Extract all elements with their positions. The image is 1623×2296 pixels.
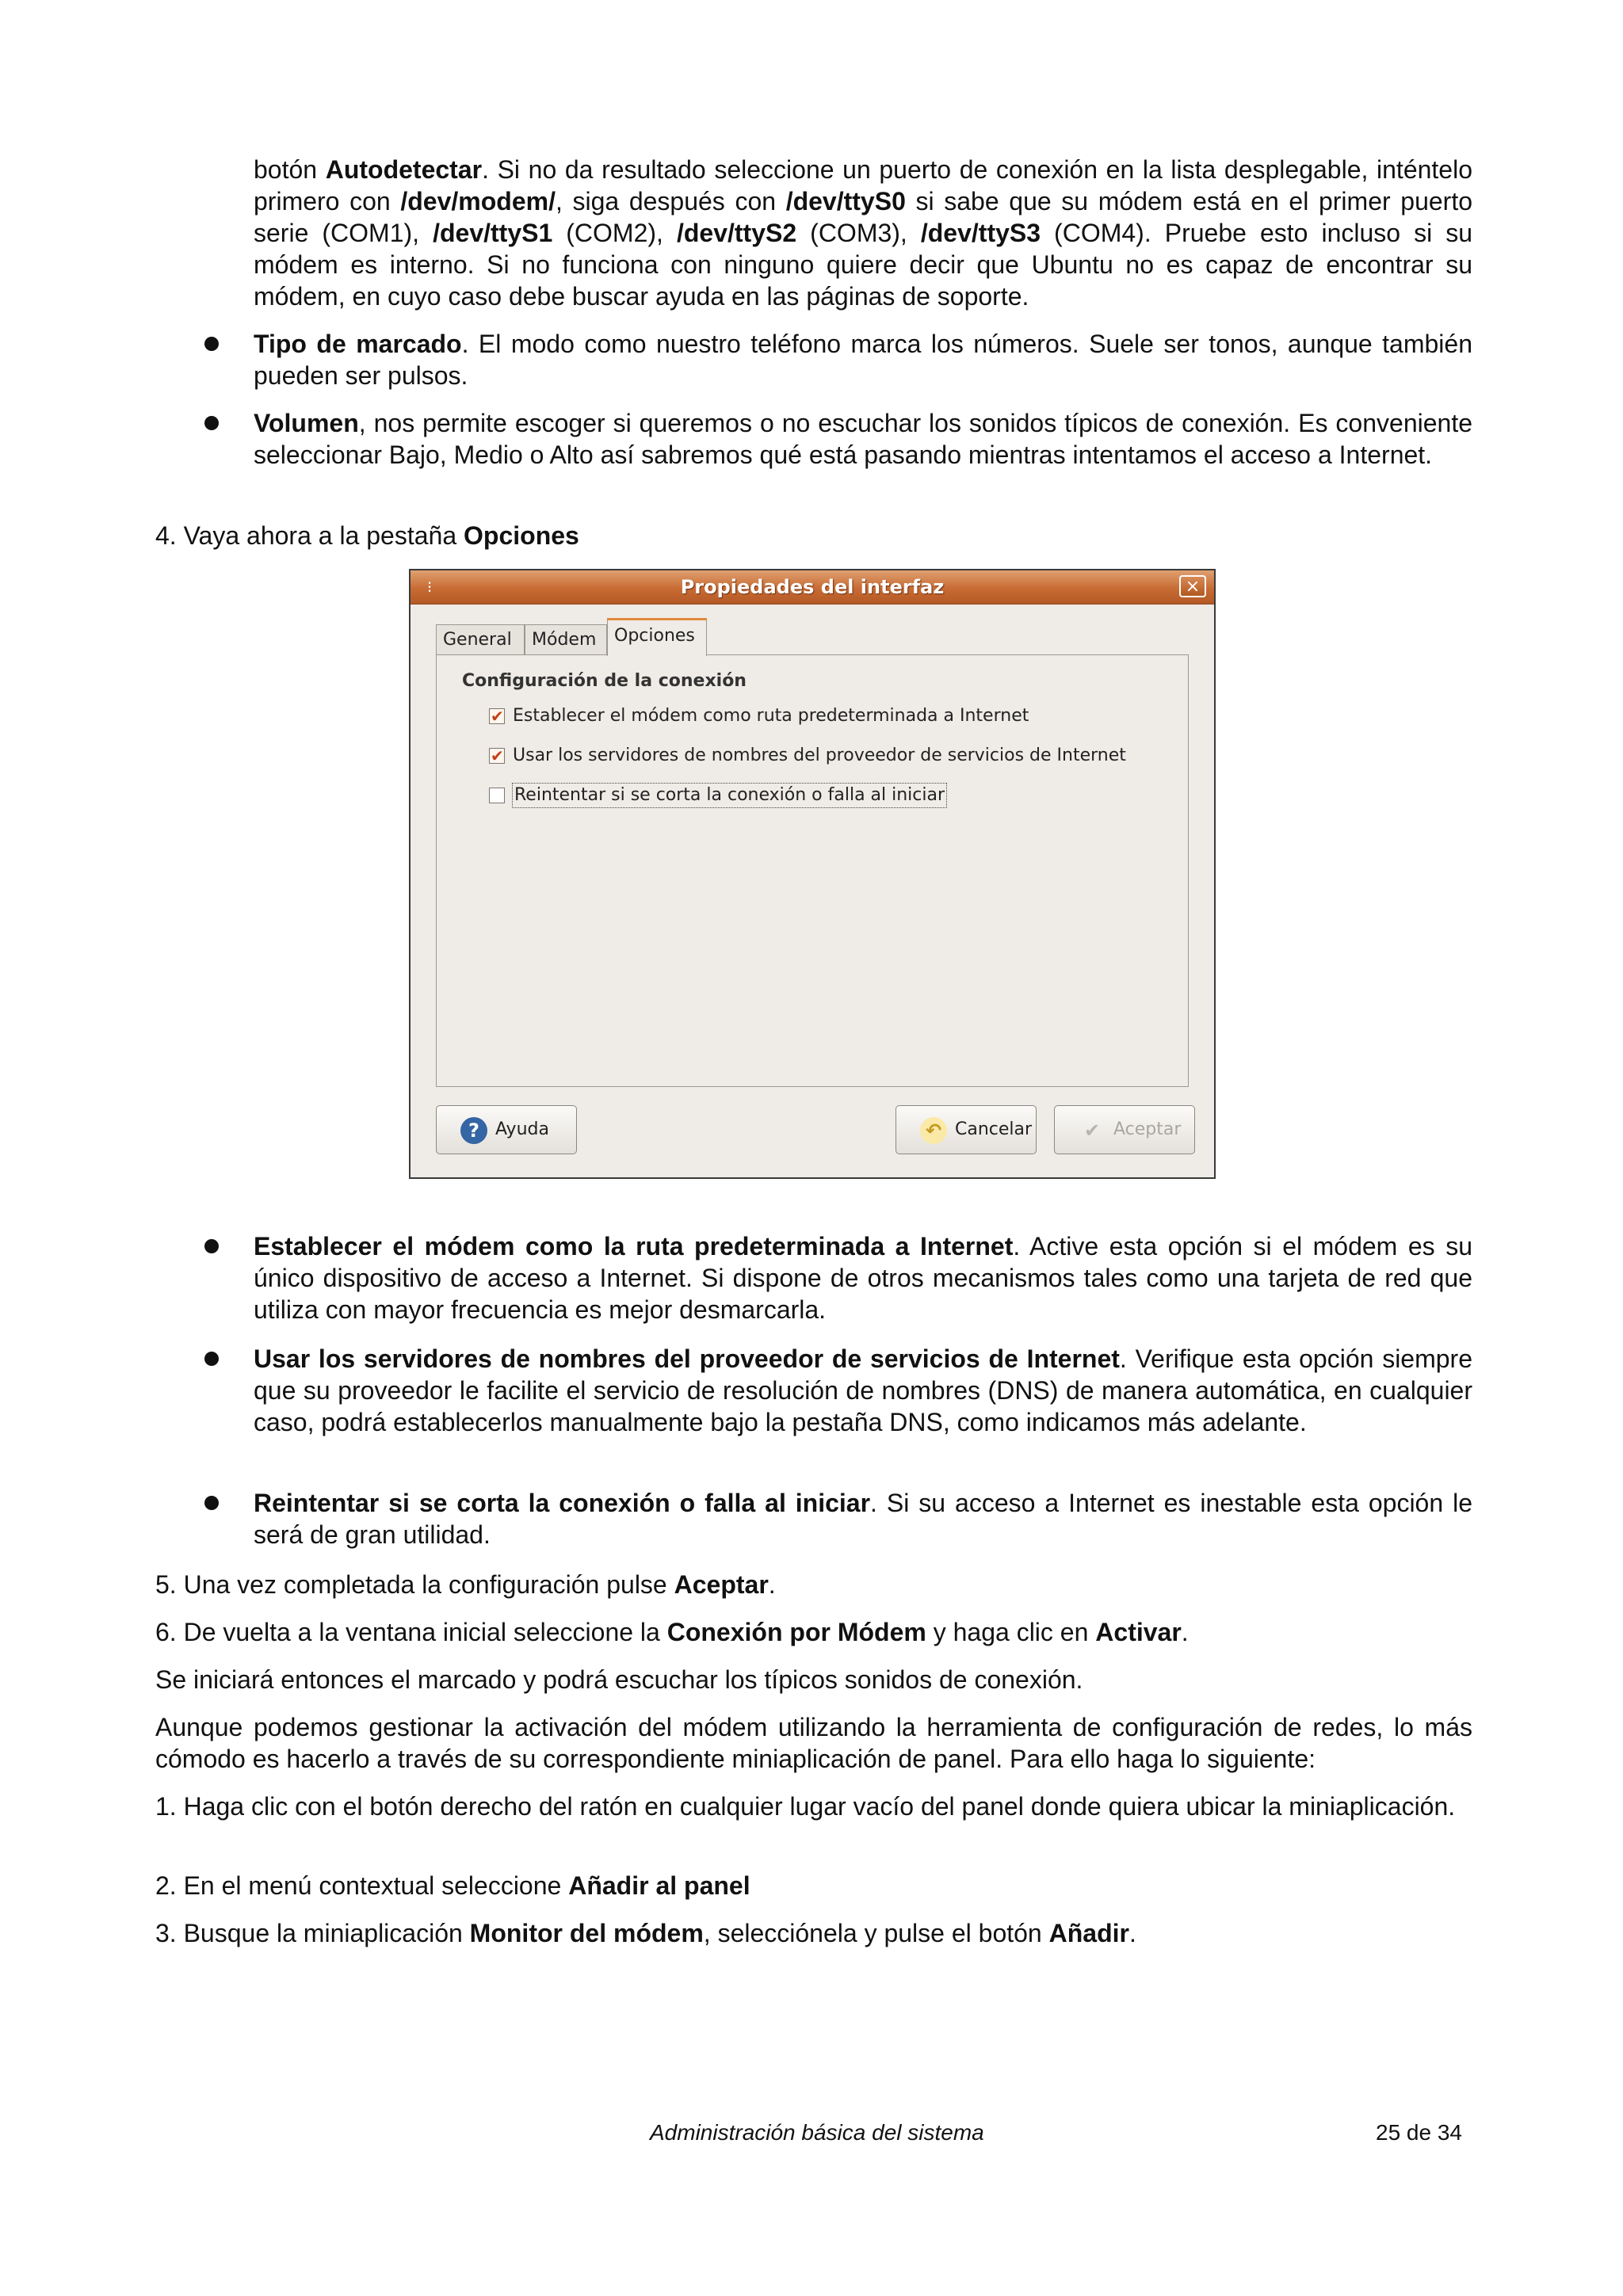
section-title: Configuración de la conexión: [462, 671, 747, 691]
bullet-dot: [204, 1352, 219, 1366]
option-label: Reintentar si se corta la conexión o falla al iniciar: [513, 784, 946, 807]
bullet-dot: [204, 337, 219, 351]
accept-label: Aceptar: [1113, 1119, 1182, 1139]
window-menu-icon[interactable]: ⁝: [426, 578, 433, 597]
checkbox-isp-dns[interactable]: [489, 748, 505, 764]
accept-button[interactable]: [1054, 1105, 1195, 1154]
help-button[interactable]: [436, 1105, 577, 1154]
help-label: Ayuda: [495, 1119, 549, 1139]
tab-opciones[interactable]: Opciones: [607, 618, 707, 656]
dialog-titlebar: [411, 570, 1214, 605]
bullet-dot: [204, 416, 219, 430]
step-4: 4. Vaya ahora a la pestaña Opciones: [155, 521, 579, 550]
footer-page-number: 25 de 34: [1376, 2120, 1462, 2145]
option-label: Usar los servidores de nombres del proveedor de servicios de Internet: [513, 746, 1126, 765]
paragraph-aunque: Aunque podemos gestionar la activación del módem utilizando la herramienta de configuración de redes, lo más cómodo es hacerlo a través de su correspondiente miniaplicación de panel. Para ello haga lo siguiente:: [155, 1713, 1472, 1773]
dialog-title: Propiedades del interfaz: [680, 576, 945, 598]
options-panel: [436, 654, 1189, 1087]
paragraph-marcado: Se iniciará entonces el marcado y podrá escuchar los típicos sonidos de conexión.: [155, 1665, 1083, 1694]
close-icon[interactable]: ×: [1179, 575, 1206, 597]
option-label: Establecer el módem como ruta predeterminada a Internet: [513, 706, 1029, 726]
interface-properties-dialog: [409, 569, 1216, 1179]
autodetect-paragraph: botón Autodetectar. Si no da resultado seleccione un puerto de conexión en la lista desplegable, inténtelo primero con /dev/modem/, siga después con /dev/ttyS0 si sabe que su módem está en el primer puerto serie (COM1), /dev/ttyS1 (COM2), /dev/ttyS2 (COM3), /dev/ttyS3 (COM4). Pruebe esto incluso si su módem es interno. Si no funciona con ninguno quiere decir que Ubuntu no es capaz de encontrar su módem, en cuyo caso debe buscar ayuda en las páginas de soporte.: [254, 155, 1473, 311]
step-5: 5. Una vez completada la configuración pulse Aceptar.: [155, 1570, 776, 1599]
bullet-tipo-marcado: Tipo de marcado. El modo como nuestro teléfono marca los números. Suele ser tonos, aunque también pueden ser pulsos.: [254, 330, 1473, 390]
list2-item-3: 3. Busque la miniaplicación Monitor del módem, selecciónela y pulse el botón Añadir.: [155, 1919, 1136, 1947]
undo-icon: ↶: [920, 1117, 947, 1144]
tab-modem[interactable]: Módem: [525, 624, 607, 654]
bullet-reintentar: Reintentar si se corta la conexión o falla al iniciar. Si su acceso a Internet es inestable esta opción le será de gran utilidad.: [254, 1489, 1472, 1549]
bullet-dot: [204, 1239, 219, 1253]
checkbox-default-route[interactable]: [489, 708, 505, 724]
list2-item-2: 2. En el menú contextual seleccione Añadir al panel: [155, 1871, 750, 1900]
step-6: 6. De vuelta a la ventana inicial seleccione la Conexión por Módem y haga clic en Activar.: [155, 1618, 1189, 1646]
bullet-establecer: Establecer el módem como la ruta predeterminada a Internet. Active esta opción si el módem es su único dispositivo de acceso a Internet. Si dispone de otros mecanismos tales como una tarjeta de red que utiliza con mayor frecuencia es mejor desmarcarla.: [254, 1232, 1473, 1324]
check-icon: ✔: [1083, 1119, 1101, 1142]
bullet-usar: Usar los servidores de nombres del proveedor de servicios de Internet. Verifique esta opción siempre que su proveedor le facilite el servicio de resolución de nombres (DNS) de manera automática, en cualquier caso, podrá establecerlos manualmente bajo la pestaña DNS, como indicamos más adelante.: [254, 1344, 1472, 1436]
cancel-button[interactable]: [896, 1105, 1037, 1154]
help-icon: ?: [460, 1117, 487, 1144]
checkbox-retry[interactable]: [489, 788, 505, 803]
bullet-dot: [204, 1496, 219, 1510]
cancel-label: Cancelar: [955, 1119, 1033, 1139]
bullet-volumen: Volumen, nos permite escoger si queremos o no escuchar los sonidos típicos de conexión. Es conveniente seleccionar Bajo, Medio o Alto así sabremos qué está pasando mientras intentamos el acceso a Internet.: [254, 409, 1472, 469]
footer-title: Administración básica del sistema: [650, 2120, 984, 2145]
tab-general[interactable]: General: [436, 624, 525, 654]
list2-item-1: 1. Haga clic con el botón derecho del ratón en cualquier lugar vacío del panel donde quiera ubicar la miniaplicación.: [155, 1792, 1456, 1821]
